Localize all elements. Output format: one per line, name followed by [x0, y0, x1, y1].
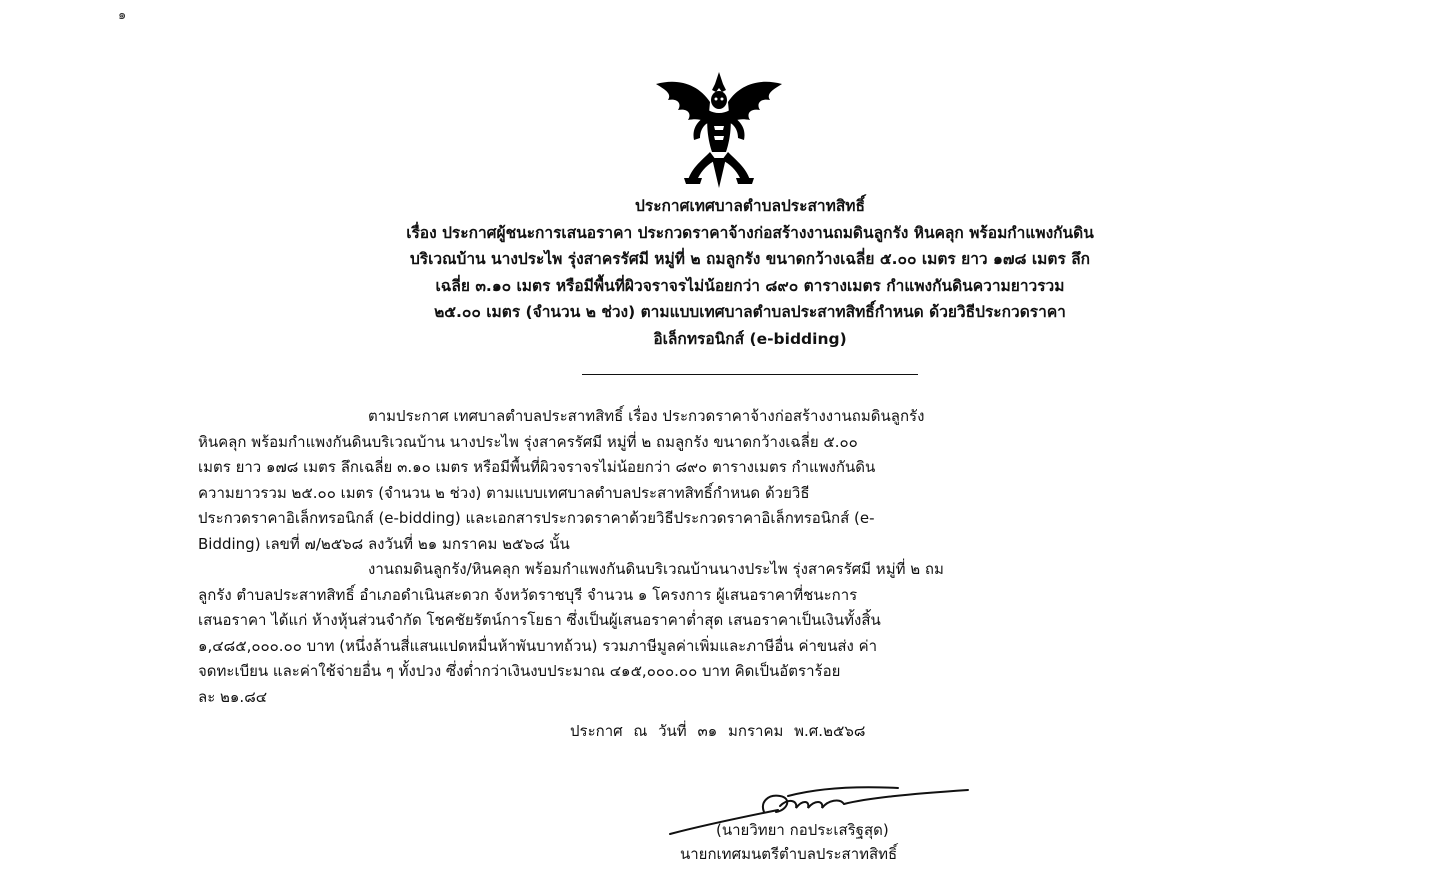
signer-title: นายกเทศมนตรีตำบลประสาทสิทธิ์ — [680, 845, 898, 863]
paragraph-line: ละ ๒๑.๘๔ — [198, 687, 268, 706]
announcement-header — [190, 193, 1310, 352]
divider-line — [582, 374, 918, 375]
paragraph-line: เสนอราคา ได้แก่ ห้างหุ้นส่วนจำกัด โชคชัยรัตน์การโยธา ซึ่งเป็นผู้เสนอราคาต่ำสุด เสนอราคาเป็นเงินทั้งสิ้น — [198, 611, 881, 629]
paragraph-line: ประกวดราคาอิเล็กทรอนิกส์ (e-bidding) และเอกสารประกวดราคาด้วยวิธีประกวดราคาอิเล็กทรอนิกส์ (e- — [198, 509, 875, 527]
paragraph-line: Bidding) เลขที่ ๗/๒๕๖๘ ลงวันที่ ๒๑ มกราคม ๒๕๖๘ นั้น — [198, 534, 570, 553]
subject-line: อิเล็กทรอนิกส์ (e-bidding) — [653, 329, 847, 348]
paragraph-line: ตามประกาศ เทศบาลตำบลประสาทสิทธิ์ เรื่อง ประกวดราคาจ้างก่อสร้างงานถมดินลูกรัง — [368, 407, 925, 425]
announcement-title: ประกาศเทศบาลตำบลประสาทสิทธิ์ — [635, 197, 865, 215]
subject-line: เรื่อง ประกาศผู้ชนะการเสนอราคา ประกวดราคาจ้างก่อสร้างงานถมดินลูกรัง หินคลุก พร้อมกำแพงกันดิน — [406, 223, 1094, 242]
subject-line: เฉลี่ย ๓.๑๐ เมตร หรือมีพื้นที่ผิวจราจรไม่น้อยกว่า ๘๙๐ ตารางเมตร กำแพงกันดินความยาวรวม — [435, 276, 1065, 295]
paragraph-line: จดทะเบียน และค่าใช้จ่ายอื่น ๆ ทั้งปวง ซึ่งต่ำกว่าเงินงบประมาณ ๔๑๕,๐๐๐.๐๐ บาท คิดเป็นอัตราร้อย — [198, 662, 841, 680]
signer-name: (นายวิทยา กอประเสริฐสุด) — [716, 821, 889, 839]
paragraph-line: ลูกรัง ตำบลประสาทสิทธิ์ อำเภอดำเนินสะดวก จังหวัดราชบุรี จำนวน ๑ โครงการ ผู้เสนอราคาที่ชนะการ — [198, 585, 858, 604]
paragraph-line: ๑,๔๘๕,๐๐๐.๐๐ บาท (หนึ่งล้านสี่แสนแปดหมื่นห้าพันบาทถ้วน) รวมภาษีมูลค่าเพิ่มและภาษีอื่น ค่าขนส่ง ค่า — [198, 636, 878, 655]
page-number-mark: ๑ — [118, 8, 127, 23]
announcement-date: ประกาศ ณ วันที่ ๓๑ มกราคม พ.ศ.๒๕๖๘ — [570, 722, 866, 740]
garuda-emblem-icon — [648, 70, 790, 190]
announcement-body — [198, 404, 1306, 710]
subject-line: ๒๕.๐๐ เมตร (จำนวน ๒ ช่วง) ตามแบบเทศบาลตำบลประสาทสิทธิ์กำหนด ด้วยวิธีประกวดราคา — [434, 303, 1066, 321]
paragraph-line: หินคลุก พร้อมกำแพงกันดินบริเวณบ้าน นางประไพ รุ่งสาครรัศมี หมู่ที่ ๒ ถมลูกรัง ขนาดกว้างเฉลี่ย ๕.๐๐ — [198, 432, 858, 451]
paragraph-line: เมตร ยาว ๑๗๘ เมตร ลึกเฉลี่ย ๓.๑๐ เมตร หรือมีพื้นที่ผิวจราจรไม่น้อยกว่า ๘๙๐ ตารางเมตร กำแพงกันดิน — [198, 458, 876, 476]
paragraph-line: งานถมดินลูกรัง/หินคลุก พร้อมกำแพงกันดินบริเวณบ้านนางประไพ รุ่งสาครรัศมี หมู่ที่ ๒ ถม — [368, 560, 944, 578]
subject-line: บริเวณบ้าน นางประไพ รุ่งสาครรัศมี หมู่ที่ ๒ ถมลูกรัง ขนาดกว้างเฉลี่ย ๕.๐๐ เมตร ยาว ๑๗๘ เมตร ลึก — [409, 250, 1091, 268]
paragraph-line: ความยาวรวม ๒๕.๐๐ เมตร (จำนวน ๒ ช่วง) ตามแบบเทศบาลตำบลประสาทสิทธิ์กำหนด ด้วยวิธี — [198, 483, 810, 502]
